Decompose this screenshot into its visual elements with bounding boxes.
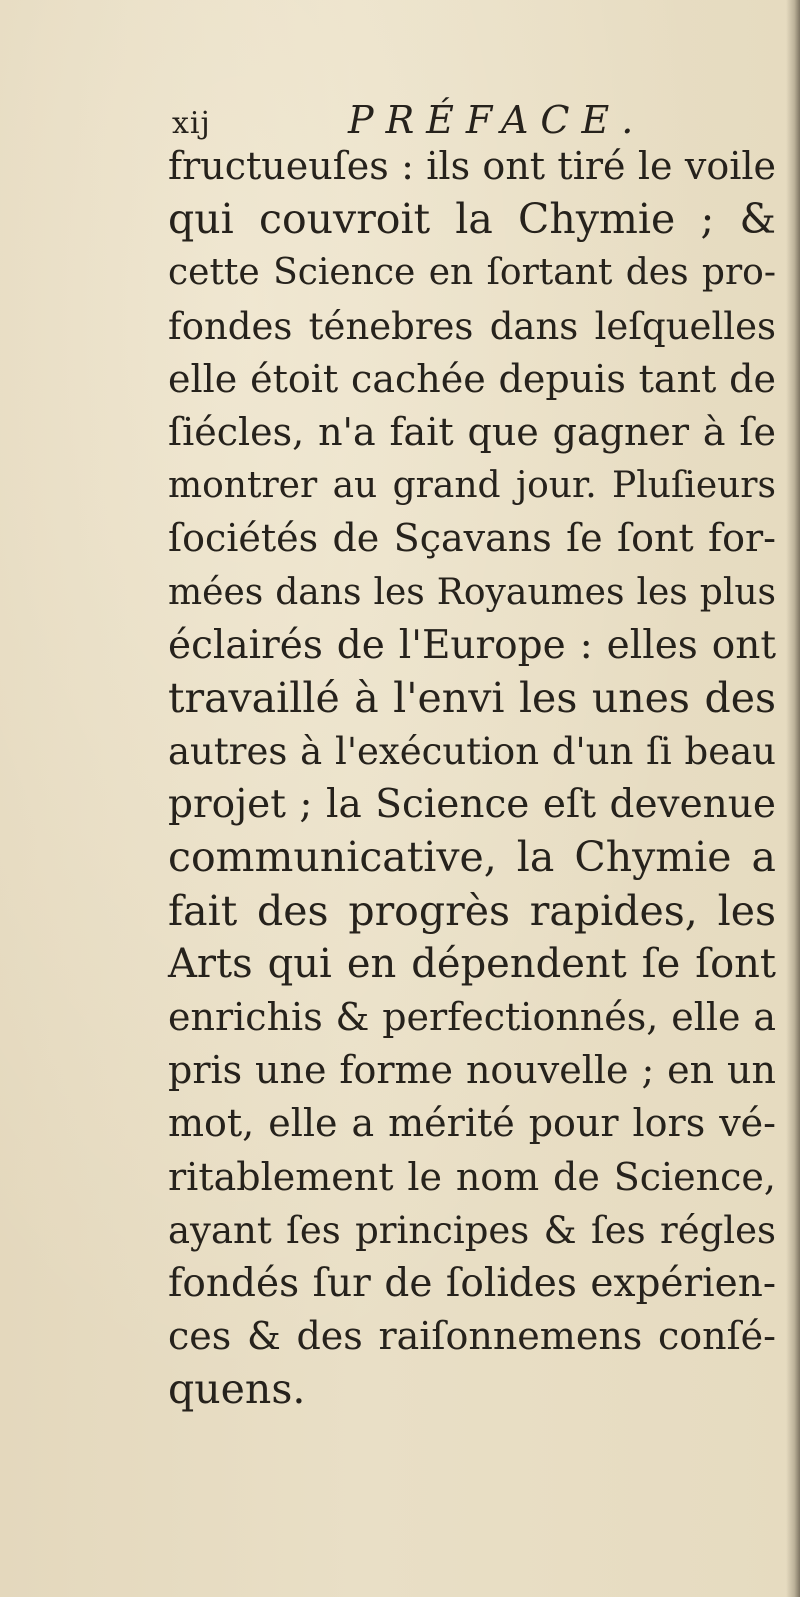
text-line: travaillé à l'envi les unes des [168, 673, 776, 722]
text-line: fondes ténebres dans leſquelles [168, 304, 776, 348]
text-line: qui couvroit la Chymie ; & [168, 195, 776, 244]
text-line: ces & des raiſonnemens conſé- [168, 1314, 776, 1359]
text-line: ritablement le nom de Science, [168, 1154, 776, 1199]
text-line: éclairés de l'Europe : elles ont [168, 622, 776, 668]
text-line: fondés ſur de ſolides expérien- [168, 1260, 776, 1306]
text-line: elle étoit cachée depuis tant de [168, 356, 776, 401]
text-line: enrichis & perfectionnés, elle a [168, 995, 776, 1039]
text-line: mées dans les Royaumes les plus [168, 571, 776, 613]
text-line: ſiécles, n'a fait que gagner à ſe [168, 409, 776, 454]
text-line: fait des progrès rapides, les [168, 886, 776, 935]
text-line: cette Science en ſortant des pro- [168, 252, 776, 294]
text-line: fructueuſes : ils ont tiré le voile [168, 144, 776, 188]
text-line: autres à l'exécution d'un ſi beau [168, 730, 776, 774]
text-line: Arts qui en dépendent ſe ſont [168, 940, 776, 987]
text-line: ſociétés de Sçavans ſe ſont for- [168, 516, 776, 561]
text-line-last: quens. [168, 1365, 306, 1414]
text-line: projet ; la Science eſt devenue [168, 782, 776, 828]
text-line: montrer au grand jour. Pluſieurs [168, 465, 776, 507]
text-line: mot, elle a mérité pour lors vé- [168, 1101, 776, 1146]
text-line: pris une forme nouvelle ; en un [168, 1048, 776, 1093]
text-line: ayant ſes principes & ſes régles [168, 1208, 776, 1252]
page-edge-shadow [786, 0, 800, 1597]
page-number: xij [172, 106, 211, 141]
running-head-title: PRÉFACE. [348, 98, 646, 142]
text-line: communicative, la Chymie a [168, 833, 776, 882]
body-text [168, 140, 776, 1417]
